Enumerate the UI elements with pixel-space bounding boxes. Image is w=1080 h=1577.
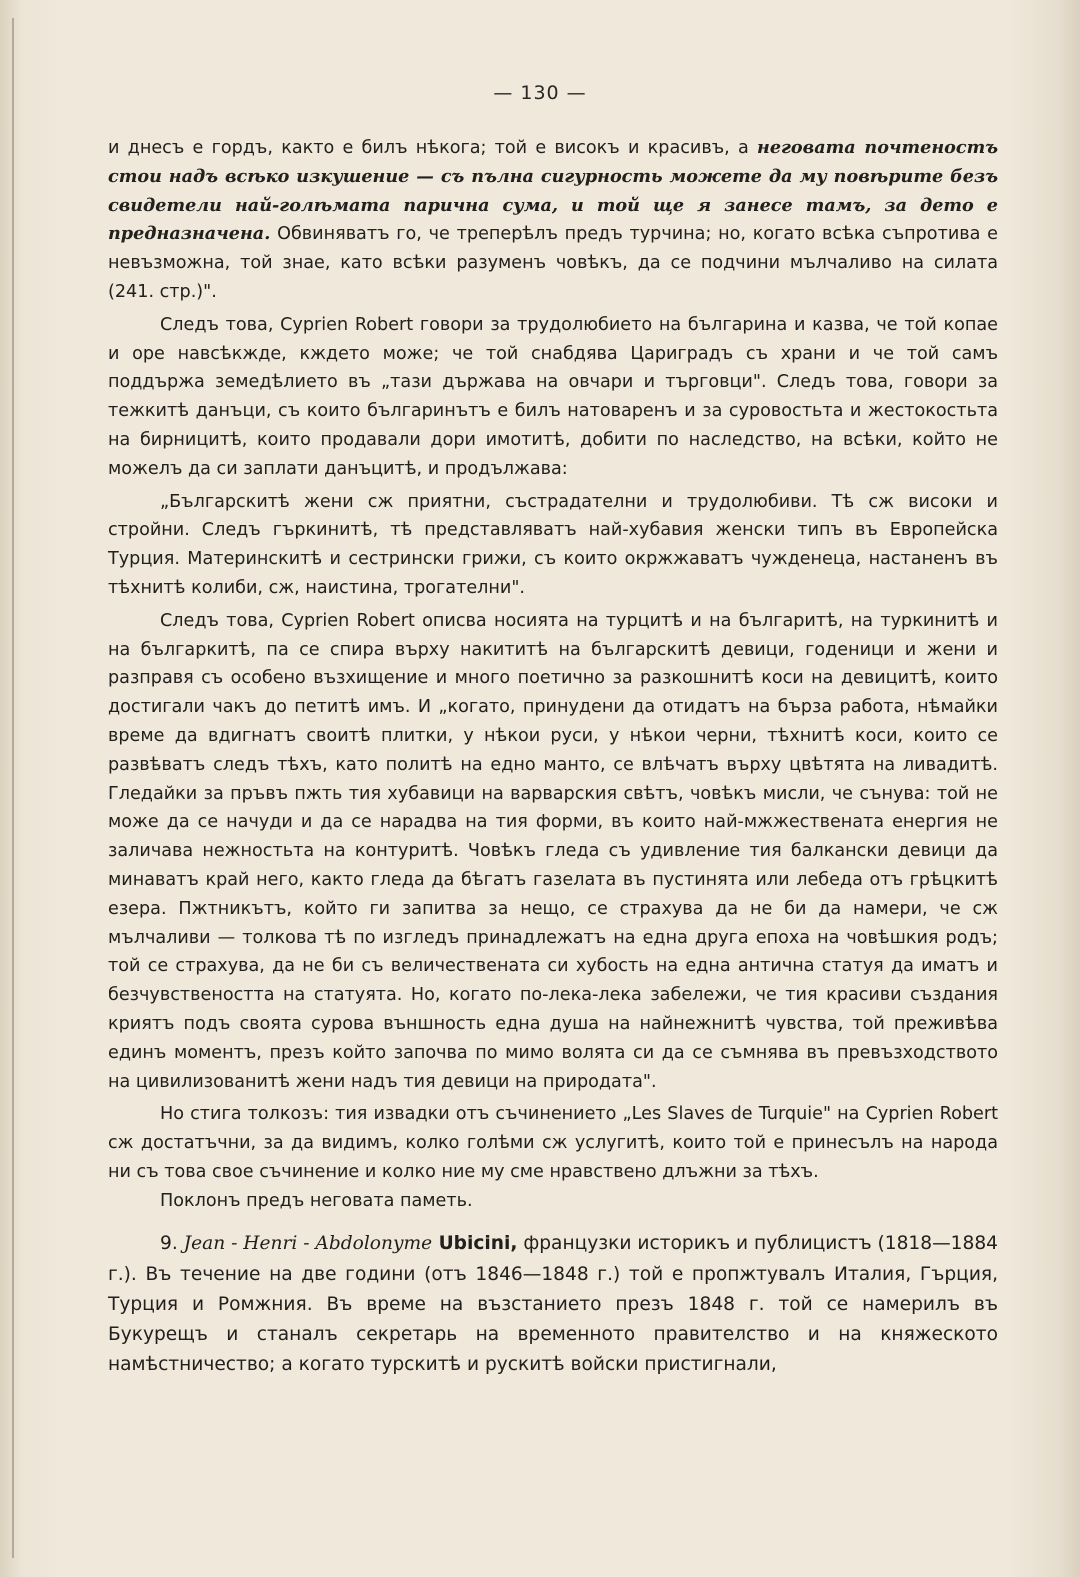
paragraph-1-text-a: и днесъ е гордъ, както е билъ нѣкога; той е високъ и красивъ, а (108, 138, 758, 158)
paragraph-6: Поклонъ предъ неговата паметь. (160, 1190, 473, 1211)
body-text (108, 134, 998, 1381)
paragraph-5: Но стига толкозъ: тия извадки отъ съчинението „Les Slaves de Turquie" на Cyprien Robert сж достатъчни, за да видимъ, колко голѣми сж услугитѣ, които той е принесълъ на народа ни съ това свое съчинение и колко ние му сме нравствено длъжни за тѣхъ. (108, 1104, 998, 1182)
paragraph-4: Следъ това, Cyprien Robert описва носията на турцитѣ и на българитѣ, на туркинитѣ и на българкитѣ, па се спира върху накититѣ на българскитѣ девици, годеници и жени и разправя съ особено възхищение и много поетично за разкошнитѣ коси на девицитѣ, които достигали чакъ до петитѣ имъ. И „когато, принудени да отидатъ на бърза работа, нѣмайки време да вдигнатъ своитѣ плитки, у нѣкои руси, у нѣкои черни, тѣхнитѣ коси, които се развѣватъ следъ тѣхъ, като политѣ на едно манто, се влѣчатъ върху цвѣтята на ливадитѣ. Гледайки за пръвъ пжть тия хубавици на варварския свѣтъ, човѣкъ мисли, че сънува: той не може да се начуди и да се нарадва на тия форми, въ които най-мжжествената енергия не заличава нежностьта на контуритѣ. Човѣкъ гледа съ удивление тия балкански девици да минаватъ край него, както гледа да бѣгатъ газелата въ пустинята или лебеда отъ грѣцкитѣ езера. Пжтникътъ, който ги запитва за нещо, се страхува да не би да намери, че сж мълчаливи — толкова тѣ по изгледъ принадлежатъ на една друга епоха на човѣшкия родъ; той се страхува, да не би съ величествената си хубость на една антична статуя да иматъ и безчувствеността на статуята. Но, когато по-лека-лека забележи, че тия красиви създания криятъ подъ своята сурова външность една душа на найнежнитѣ чувства, той преживѣва единъ моментъ, презъ който започва по мимо волята си да се съмнява въ превъзходството на цивилизованитѣ жени надъ тия девици на природата". (108, 610, 998, 1092)
paragraph-7-text: французки историкъ и публицистъ (1818—1884 г.). Въ течение на две години (отъ 1846—1848 г.) той е пропжтувалъ Италия, Гърция, Турция и Ромжния. Въ време на възстанието презъ 1848 г. той се намерилъ въ Букурещъ и станалъ секретарь на временното правителство и на княжеското намѣстничество; а когато турскитѣ и рускитѣ войски пристигнали, (108, 1233, 998, 1376)
section-number: 9. (160, 1233, 184, 1255)
page-binding-edge (12, 18, 14, 1558)
page-number: — 130 — (493, 82, 587, 104)
author-surname: Ubicini, (432, 1233, 518, 1255)
paragraph-2: Следъ това, Cyprien Robert говори за трудолюбието на българина и казва, че той копае и оре навсѣкжде, кждето може; че той снабдява Цариградъ съ храни и че той самъ поддържа земедѣлието въ „тази държава на овчари и търговци". Следъ това, говори за тежкитѣ данъци, съ които българинътъ е билъ натоваренъ и за суровостьта и жестокостьта на бирницитѣ, които продавали дори имотитѣ, добити по наследство, на всѣки, който не можелъ да си заплати данъцитѣ, и продължава: (108, 314, 998, 479)
paragraph-1 (108, 134, 998, 307)
author-given-names: Jean - Henri - Abdolonyme (183, 1233, 433, 1255)
paragraph-1-italic-quote: неговата почтеностъ стои надъ всѣко изкушение — съ пълна сигурность можете да му повѣрите безъ свидетели най-голѣмата парична сума, и той ще я занесе тамъ, за дето е предназначена. (108, 137, 999, 245)
paragraph-1-text-b: Обвиняватъ го, че трепеpѣлъ предъ турчина; но, когато всѣка съпротива е невъзможна, той знае, като всѣки разуменъ човѣкъ, да се подчини мълчаливо на силата (241. стр.)". (108, 224, 998, 302)
paragraph-3-quote: „Българскитѣ жени сж приятни, състрадателни и трудолюбиви. Тѣ сж високи и стройни. Следъ гъркинитѣ, тѣ представляватъ най-хубавия женски типъ въ Европейска Турция. Материнскитѣ и сестрински грижи, съ които окржжаватъ чужденеца, настаненъ въ тѣхнитѣ колиби, сж, наистина, трогателни". (108, 491, 998, 598)
paragraph-7-section-9 (108, 1229, 998, 1380)
